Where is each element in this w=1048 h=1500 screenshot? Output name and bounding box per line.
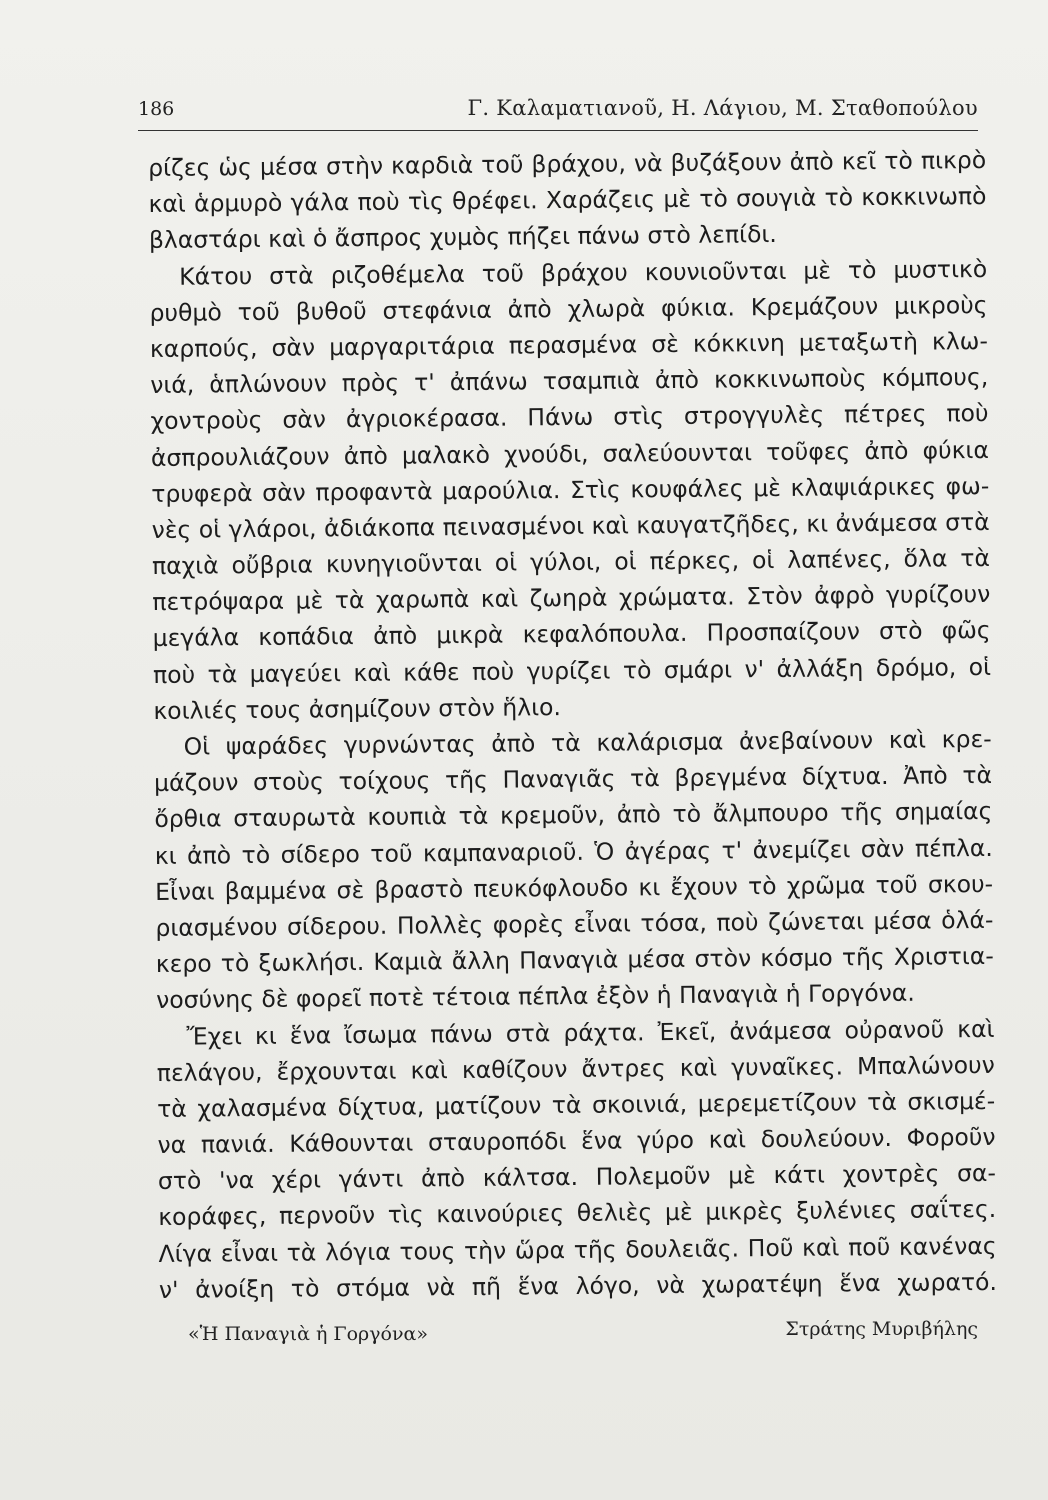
text-line: Ἔχει κι ἕνα ἴσωμα πάνω στὰ ράχτα. Ἐκεῖ, ἀνάμεσα οὐρανοῦ καὶ <box>186 1014 995 1051</box>
page-header <box>138 96 978 131</box>
author-name: Στράτης Μυριβήλης <box>785 1318 978 1340</box>
text-line: μεγάλα κοπάδια ἀπὸ μικρὰ κεφαλόπουλα. Προσπαίζουν στὸ φῶς <box>152 616 991 653</box>
running-head: Γ. Καλαματιανοῦ, Η. Λάγιου, Μ. Σταθοπούλου <box>467 96 978 120</box>
text-line: να πανιά. Κάθουνται σταυροπόδι ἕνα γύρο καὶ δουλεύουν. Φοροῦν <box>157 1122 996 1160</box>
text-line: κι ἀπὸ τὸ σίδερο τοῦ καμπαναριοῦ. Ὁ ἀγέρας τ' ἀνεμίζει σὰν πέπλα. <box>154 833 993 870</box>
text-line: ὄρθια σταυρωτὰ κουπιὰ τὰ κρεμοῦν, ἀπὸ τὸ ἄλμπουρο τῆς σημαίας <box>154 797 993 834</box>
text-line: νοσύνης δὲ φορεῖ ποτὲ τέτοια πέπλα ἐξὸν ἡ Παναγιὰ ἡ Γοργόνα. <box>156 978 915 1015</box>
text-line: Οἱ ψαράδες γυρνώντας ἀπὸ τὰ καλάρισμα ἀνεβαίνουν καὶ κρε- <box>183 724 992 761</box>
text-line: τρυφερὰ σὰν προφαντὰ μαρούλια. Στὶς κουφάλες μὲ κλαψιάρικες φω- <box>151 471 990 508</box>
text-line: Λίγα εἶναι τὰ λόγια τους τὴν ὥρα τῆς δουλειᾶς. Ποῦ καὶ ποῦ κανένας <box>158 1231 997 1268</box>
text-line: βλαστάρι καὶ ὁ ἄσπρος χυμὸς πήζει πάνω στὸ λεπίδι. <box>148 220 777 255</box>
text-line: χοντροὺς σὰν ἀγριοκέρασα. Πάνω στὶς στρογγυλὲς πέτρες ποὺ <box>150 399 989 436</box>
text-line: ἀσπρουλιάζουν ἀπὸ μαλακὸ χνούδι, σαλεύουνται τοῦφες ἀπὸ φύκια <box>150 435 990 472</box>
text-line: Κάτου στὰ ριζοθέμελα τοῦ βράχου κουνιοῦνται μὲ τὸ μυστικὸ <box>179 254 988 291</box>
text-line: κερο τὸ ξωκλήσι. Καμιὰ ἄλλη Παναγιὰ μέσα στὸν κόσμο τῆς Χριστια- <box>155 942 994 979</box>
text-line: στὸ 'να χέρι γάντι ἀπὸ κάλτσα. Πολεμοῦν μὲ κάτι χοντρὲς σα- <box>157 1159 996 1196</box>
text-line: μάζουν στοὺς τοίχους τῆς Παναγιᾶς τὰ βρεγμένα δίχτυα. Ἀπὸ τὰ <box>153 761 993 798</box>
text-line: καρπούς, σὰν μαργαριτάρια περασμένα σὲ κόκκινη μεταξωτὴ κλω- <box>149 326 989 363</box>
text-line: καὶ ἁρμυρὸ γάλα ποὺ τὶς θρέφει. Χαράζεις μὲ τὸ σουγιὰ τὸ κοκκινωπὸ <box>148 182 987 219</box>
text-line: Εἶναι βαμμένα σὲ βραστὸ πευκόφλουδο κι ἔχουν τὸ χρῶμα τοῦ σκου- <box>154 869 994 906</box>
page-number: 186 <box>138 98 175 120</box>
text-line: κοιλιές τους ἀσημίζουν στὸν ἥλιο. <box>153 692 562 725</box>
text-line: ριασμένου σίδερου. Πολλὲς φορὲς εἶναι τόσα, ποὺ ζώνεται μέσα ὁλά- <box>155 905 994 942</box>
text-line: κοράφες, περνοῦν τὶς καινούριες θελιὲς μὲ μικρὲς ξυλένιες σαΐτες. <box>158 1195 997 1232</box>
text-line: ποὺ τὰ μαγεύει καὶ κάθε ποὺ γυρίζει τὸ σμάρι ν' ἀλλάξη δρόμο, οἱ <box>152 652 992 689</box>
text-line: ρυθμὸ τοῦ βυθοῦ στεφάνια ἀπὸ χλωρὰ φύκια. Κρεμάζουν μικροὺς <box>149 290 988 327</box>
passage-text <box>148 142 997 1308</box>
text-line: πελάγου, ἔρχουνται καὶ καθίζουν ἄντρες καὶ γυναῖκες. Μπαλώνουν <box>156 1050 995 1087</box>
text-line: τὰ χαλασμένα δίχτυα, ματίζουν τὰ σκοινιά, μερεμετίζουν τὰ σκισμέ- <box>157 1086 996 1123</box>
text-line: νὲς οἱ γλάροι, ἀδιάκοπα πεινασμένοι καὶ καυγατζῆδες, κι ἀνάμεσα στὰ <box>151 507 990 544</box>
text-line: παχιὰ οὔβρια κυνηγιοῦνται οἱ γύλοι, οἱ πέρκες, οἱ λαπένες, ὅλα τὰ <box>151 543 991 581</box>
text-line: ν' ἀνοίξη τὸ στόμα νὰ πῆ ἕνα λόγο, νὰ χωρατέψη ἕνα χωρατό. <box>158 1267 998 1304</box>
text-line: νιά, ἁπλώνουν πρὸς τ' ἀπάνω τσαμπιὰ ἀπὸ κοκκινωποὺς κόμπους, <box>150 363 989 400</box>
source-title: «Ἡ Παναγιὰ ἡ Γοργόνα» <box>188 1323 428 1345</box>
text-line: πετρόψαρα μὲ τὰ χαρωπὰ καὶ ζωηρὰ χρώματα. Στὸν ἀφρὸ γυρίζουν <box>152 580 991 617</box>
text-line: ρίζες ὡς μέσα στὴν καρδιὰ τοῦ βράχου, νὰ βυζάξουν ἀπὸ κεῖ τὸ πικρὸ <box>148 145 987 182</box>
